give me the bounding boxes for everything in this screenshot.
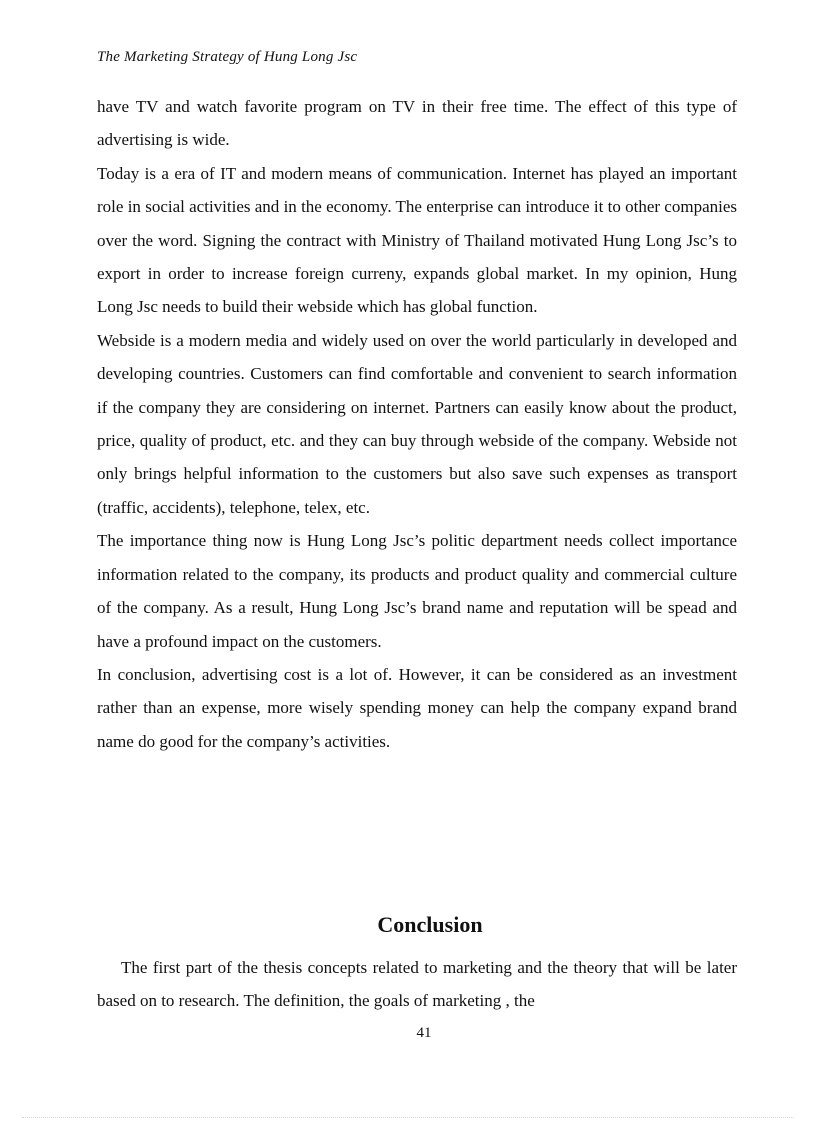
conclusion-text [97, 951, 737, 1018]
paragraph-conclusion-intro: The first part of the thesis concepts related to marketing and the theory that will be later based on to research. The definition, the goals of marketing , the [97, 958, 737, 1011]
paragraph-advertising-cost: In conclusion, advertising cost is a lot of. However, it can be considered as an investment rather than an expense, more wisely spending money can help the company expand brand name do good for the company’s activities. [97, 664, 737, 751]
conclusion-heading: Conclusion [377, 912, 483, 937]
body-text [97, 90, 737, 758]
paragraph-webside: Webside is a modern media and widely used on over the world particularly in developed and developing countries. Customers can find comfortable and convenient to search information if the company they are considering on internet. Partners can easily know about the product, price, quality of product, etc. and they can buy through webside of the company. Webside not only brings helpful information to the customers but also save such expenses as transport (traffic, accidents), telephone, telex, etc. [97, 330, 737, 517]
paragraph-tv-advertising: have TV and watch favorite program on TV in their free time. The effect of this type of advertising is wide. [97, 97, 737, 150]
running-header: The Marketing Strategy of Hung Long Jsc [97, 49, 358, 65]
page-number: 41 [416, 1025, 432, 1041]
paragraph-politic-department: The importance thing now is Hung Long Jsc’s politic department needs collect importance information related to the company, its products and product quality and commercial culture of the company. As a result, Hung Long Jsc’s brand name and reputation will be spead and have a profound impact on the customers. [97, 531, 737, 651]
paragraph-internet-era: Today is a era of IT and modern means of communication. Internet has played an important role in social activities and in the economy. The enterprise can introduce it to other companies over the word. Signing the contract with Ministry of Thailand motivated Hung Long Jsc’s to export in order to increase foreign curreny, expands global market. In my opinion, Hung Long Jsc needs to build their webside which has global function. [97, 163, 737, 317]
page-edge-divider [22, 1117, 794, 1118]
